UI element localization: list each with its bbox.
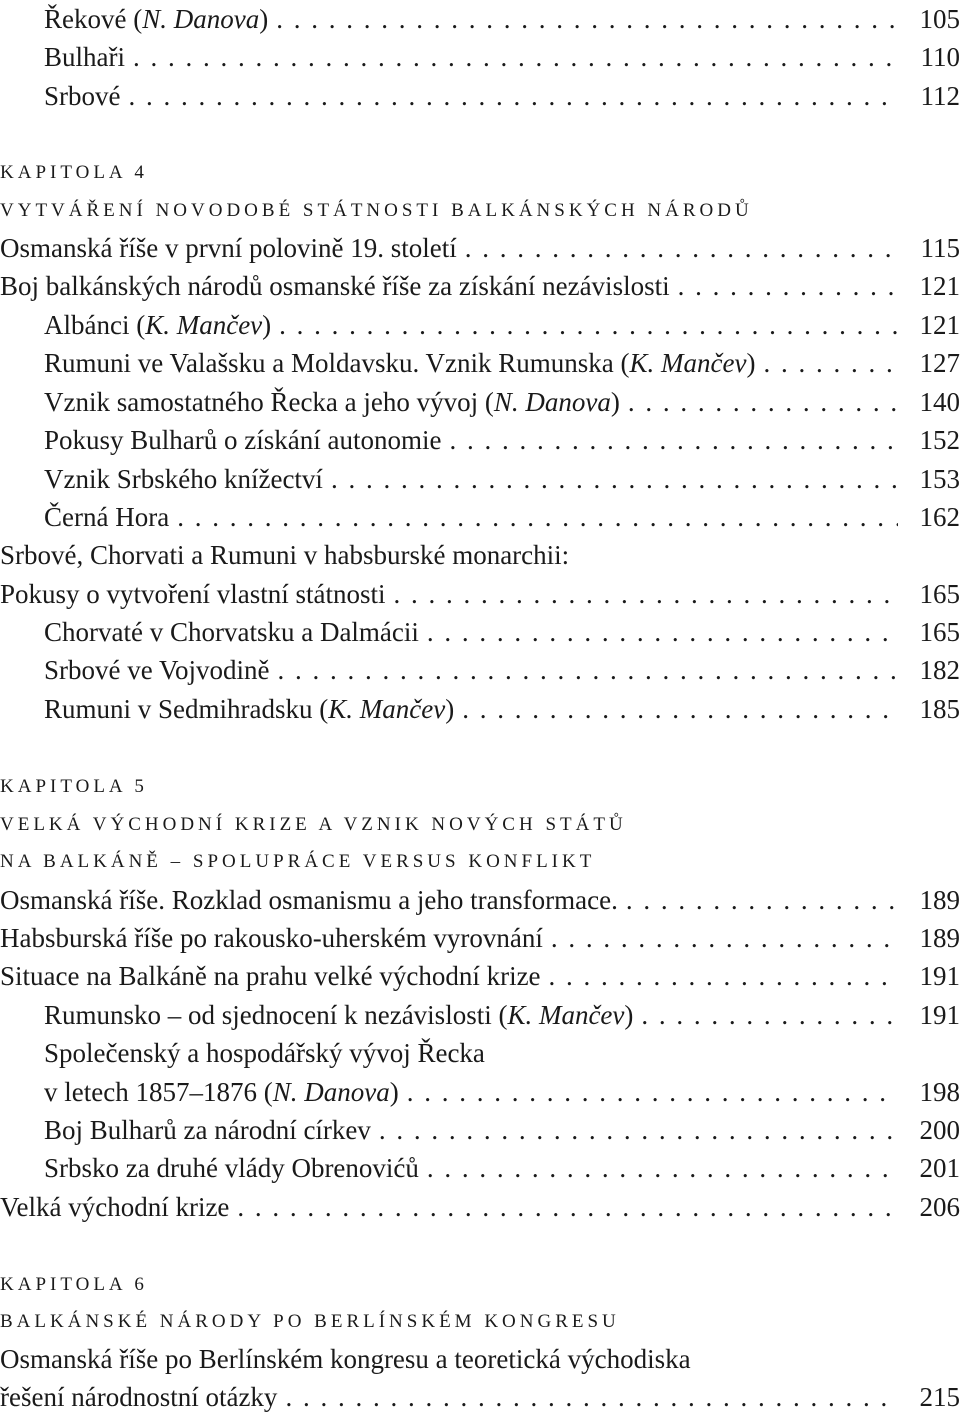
page-number: 127 xyxy=(919,348,960,378)
page-number: 206 xyxy=(919,1192,960,1222)
page-number: 191 xyxy=(919,1000,960,1030)
toc-entry: Velká východní krize . . . 206 xyxy=(0,1188,960,1226)
toc-entry: Situace na Balkáně na prahu velké východní krize . . . 191 xyxy=(0,957,960,995)
page-number: 182 xyxy=(919,655,960,685)
page-number: 215 xyxy=(919,1382,960,1412)
toc-entry: Osmanská říše v první polovině 19. století . . . 115 xyxy=(0,229,960,267)
toc-entry: Rumunsko – od sjednocení k nezávislosti (K. Mančev) . . . 191 xyxy=(0,996,960,1034)
chapter-heading: VELKÁ VÝCHODNÍ KRIZE A VZNIK NOVÝCH STÁTŮ xyxy=(0,814,627,835)
page-number: 152 xyxy=(919,425,960,455)
toc-entry: Řekové (N. Danova) . . . 105 xyxy=(0,0,960,38)
chapter-heading: NA BALKÁNĚ – SPOLUPRÁCE VERSUS KONFLIKT xyxy=(0,851,596,872)
page-number: 165 xyxy=(919,617,960,647)
toc-entry: řešení národnostní otázky . . . 215 xyxy=(0,1378,960,1416)
page-number: 112 xyxy=(920,81,960,111)
page-number: 105 xyxy=(919,4,960,34)
chapter-label: KAPITOLA 6 xyxy=(0,1274,148,1295)
page-number: 110 xyxy=(920,42,960,72)
chapter-label: KAPITOLA 4 xyxy=(0,162,148,183)
toc-entry: Albánci (K. Mančev) . . . 121 xyxy=(0,306,960,344)
toc-entry: Srbové ve Vojvodině . . . 182 xyxy=(0,651,960,689)
page-number: 153 xyxy=(919,464,960,494)
page-number: 200 xyxy=(919,1115,960,1145)
toc-entry: Rumuni v Sedmihradsku (K. Mančev) . . . 185 xyxy=(0,690,960,728)
page-number: 189 xyxy=(919,885,960,915)
chapter-heading: VYTVÁŘENÍ NOVODOBÉ STÁTNOSTI BALKÁNSKÝCH NÁRODŮ xyxy=(0,200,753,221)
page-number: 201 xyxy=(919,1153,960,1183)
toc-entry: Pokusy o vytvoření vlastní státnosti . . . 165 xyxy=(0,575,960,613)
page-number: 115 xyxy=(920,233,960,263)
toc-entry: Rumuni ve Valašsku a Moldavsku. Vznik Rumunska (K. Mančev) . . . 127 xyxy=(0,344,960,382)
toc-entry-line: Srbové, Chorvati a Rumuni v habsburské monarchii: xyxy=(0,540,570,570)
toc-entry-line: Osmanská říše po Berlínském kongresu a teoretická východiska xyxy=(0,1344,691,1374)
toc-entry: Srbové . . . 112 xyxy=(0,77,960,115)
page-number: 185 xyxy=(919,694,960,724)
chapter-label: KAPITOLA 5 xyxy=(0,776,148,797)
toc-entry: Chorvaté v Chorvatsku a Dalmácii . . . 165 xyxy=(0,613,960,651)
toc-entry: Osmanská říše. Rozklad osmanismu a jeho transformace. . . . 189 xyxy=(0,881,960,919)
page-number: 165 xyxy=(919,579,960,609)
page-number: 162 xyxy=(919,502,960,532)
toc-entry: Bulhaři . . . 110 xyxy=(0,38,960,76)
toc-entry: Srbsko za druhé vlády Obrenovićů . . . 201 xyxy=(0,1149,960,1187)
page-number: 189 xyxy=(919,923,960,953)
toc-entry: Vznik Srbského knížectví . . . 153 xyxy=(0,460,960,498)
toc-entry: Vznik samostatného Řecka a jeho vývoj (N. Danova) . . . 140 xyxy=(0,383,960,421)
page-number: 140 xyxy=(919,387,960,417)
toc-entry: Habsburská říše po rakousko-uherském vyrovnání . . . 189 xyxy=(0,919,960,957)
toc-entry: Boj Bulharů za národní církev . . . 200 xyxy=(0,1111,960,1149)
page-number: 191 xyxy=(919,961,960,991)
toc-entry: Pokusy Bulharů o získání autonomie . . . 152 xyxy=(0,421,960,459)
toc-entry: Černá Hora . . . 162 xyxy=(0,498,960,536)
toc-entry: v letech 1857–1876 (N. Danova) . . . 198 xyxy=(0,1073,960,1111)
page-number: 121 xyxy=(919,310,960,340)
page-number: 198 xyxy=(919,1077,960,1107)
page-number: 121 xyxy=(919,271,960,301)
toc-entry-line: Společenský a hospodářský vývoj Řecka xyxy=(44,1038,485,1068)
toc-entry: Boj balkánských národů osmanské říše za získání nezávislosti . . . 121 xyxy=(0,267,960,305)
chapter-heading: BALKÁNSKÉ NÁRODY PO BERLÍNSKÉM KONGRESU xyxy=(0,1311,620,1332)
